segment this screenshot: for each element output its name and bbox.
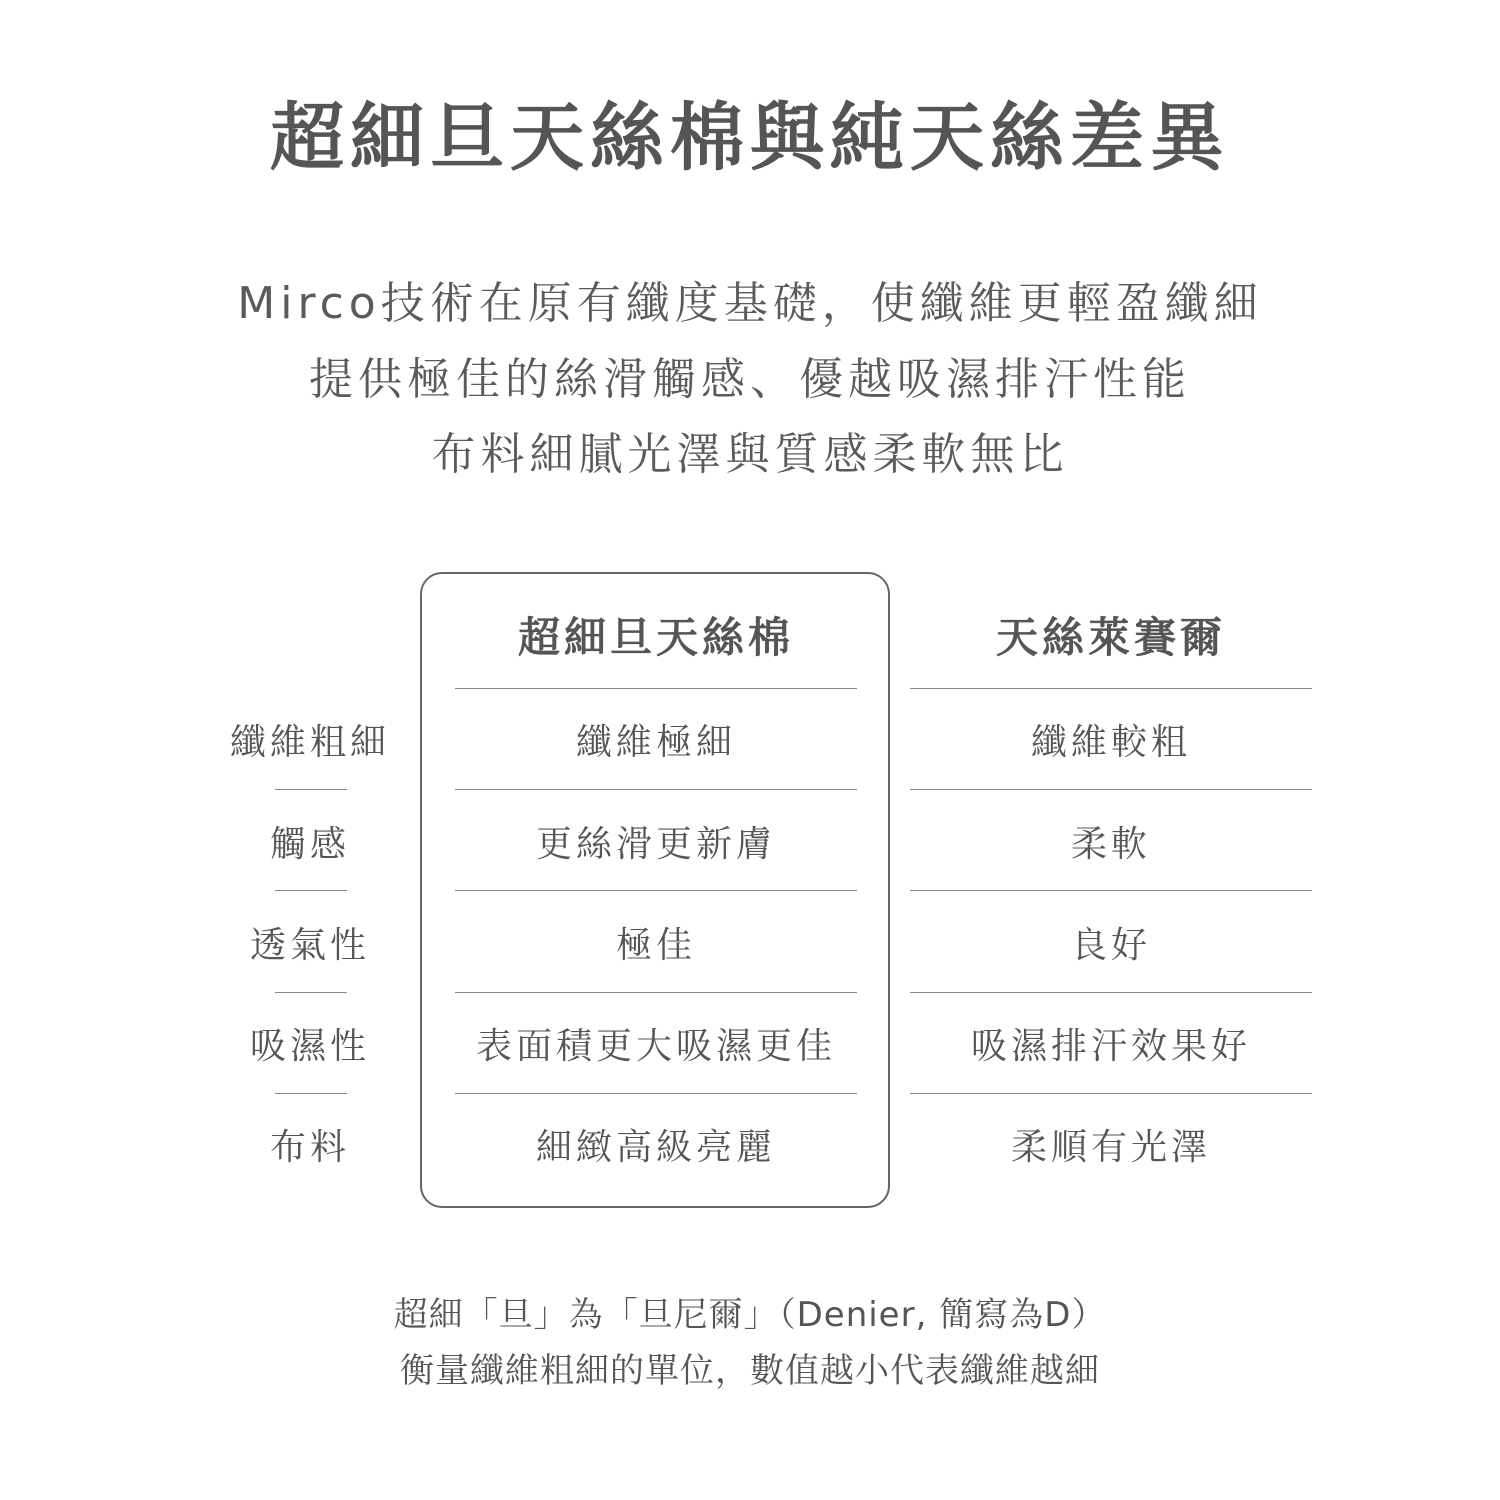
table-cell: 細緻高級亮麗 — [535, 1127, 776, 1168]
divider — [275, 992, 347, 993]
row-label: 纖維粗細 — [229, 722, 390, 763]
intro-line-1: Mirco技術在原有纖度基礎，使纖維更輕盈纖細 — [237, 278, 1263, 329]
column-header-microfiber-tencel: 超細旦天絲棉 — [517, 613, 794, 662]
footnote-line-1: 超細「旦」為「旦尼爾」（Denier, 簡寫為D） — [393, 1295, 1107, 1335]
divider — [455, 789, 857, 790]
table-cell: 柔順有光澤 — [1010, 1127, 1211, 1168]
divider — [455, 1093, 857, 1094]
divider — [455, 992, 857, 993]
divider — [275, 1093, 347, 1094]
page-title: 超細旦天絲棉與純天絲差異 — [270, 95, 1230, 181]
row-label: 透氣性 — [249, 925, 370, 966]
table-cell: 柔軟 — [1070, 824, 1151, 865]
divider — [910, 789, 1312, 790]
table-cell: 表面積更大吸濕更佳 — [475, 1026, 836, 1067]
row-label: 觸感 — [269, 824, 350, 865]
table-cell: 良好 — [1070, 925, 1151, 966]
intro-line-3: 布料細膩光澤與質感柔軟無比 — [431, 429, 1069, 480]
table-cell: 極佳 — [615, 925, 696, 966]
divider — [275, 789, 347, 790]
row-label: 布料 — [269, 1127, 350, 1168]
column-header-tencel-lyocell: 天絲萊賽爾 — [995, 613, 1226, 662]
table-cell: 纖維極細 — [575, 722, 736, 763]
divider — [275, 890, 347, 891]
intro-line-2: 提供極佳的絲滑觸感、優越吸濕排汗性能 — [309, 354, 1191, 405]
table-cell: 吸濕排汗效果好 — [970, 1026, 1251, 1067]
divider — [910, 1093, 1312, 1094]
divider — [910, 890, 1312, 891]
table-cell: 更絲滑更新膚 — [535, 824, 776, 865]
divider — [910, 688, 1312, 689]
footnote-line-2: 衡量纖維粗細的單位，數值越小代表纖維越細 — [400, 1351, 1100, 1391]
table-cell: 纖維較粗 — [1030, 722, 1191, 763]
divider — [455, 890, 857, 891]
row-label: 吸濕性 — [249, 1026, 370, 1067]
divider — [910, 992, 1312, 993]
divider — [455, 688, 857, 689]
